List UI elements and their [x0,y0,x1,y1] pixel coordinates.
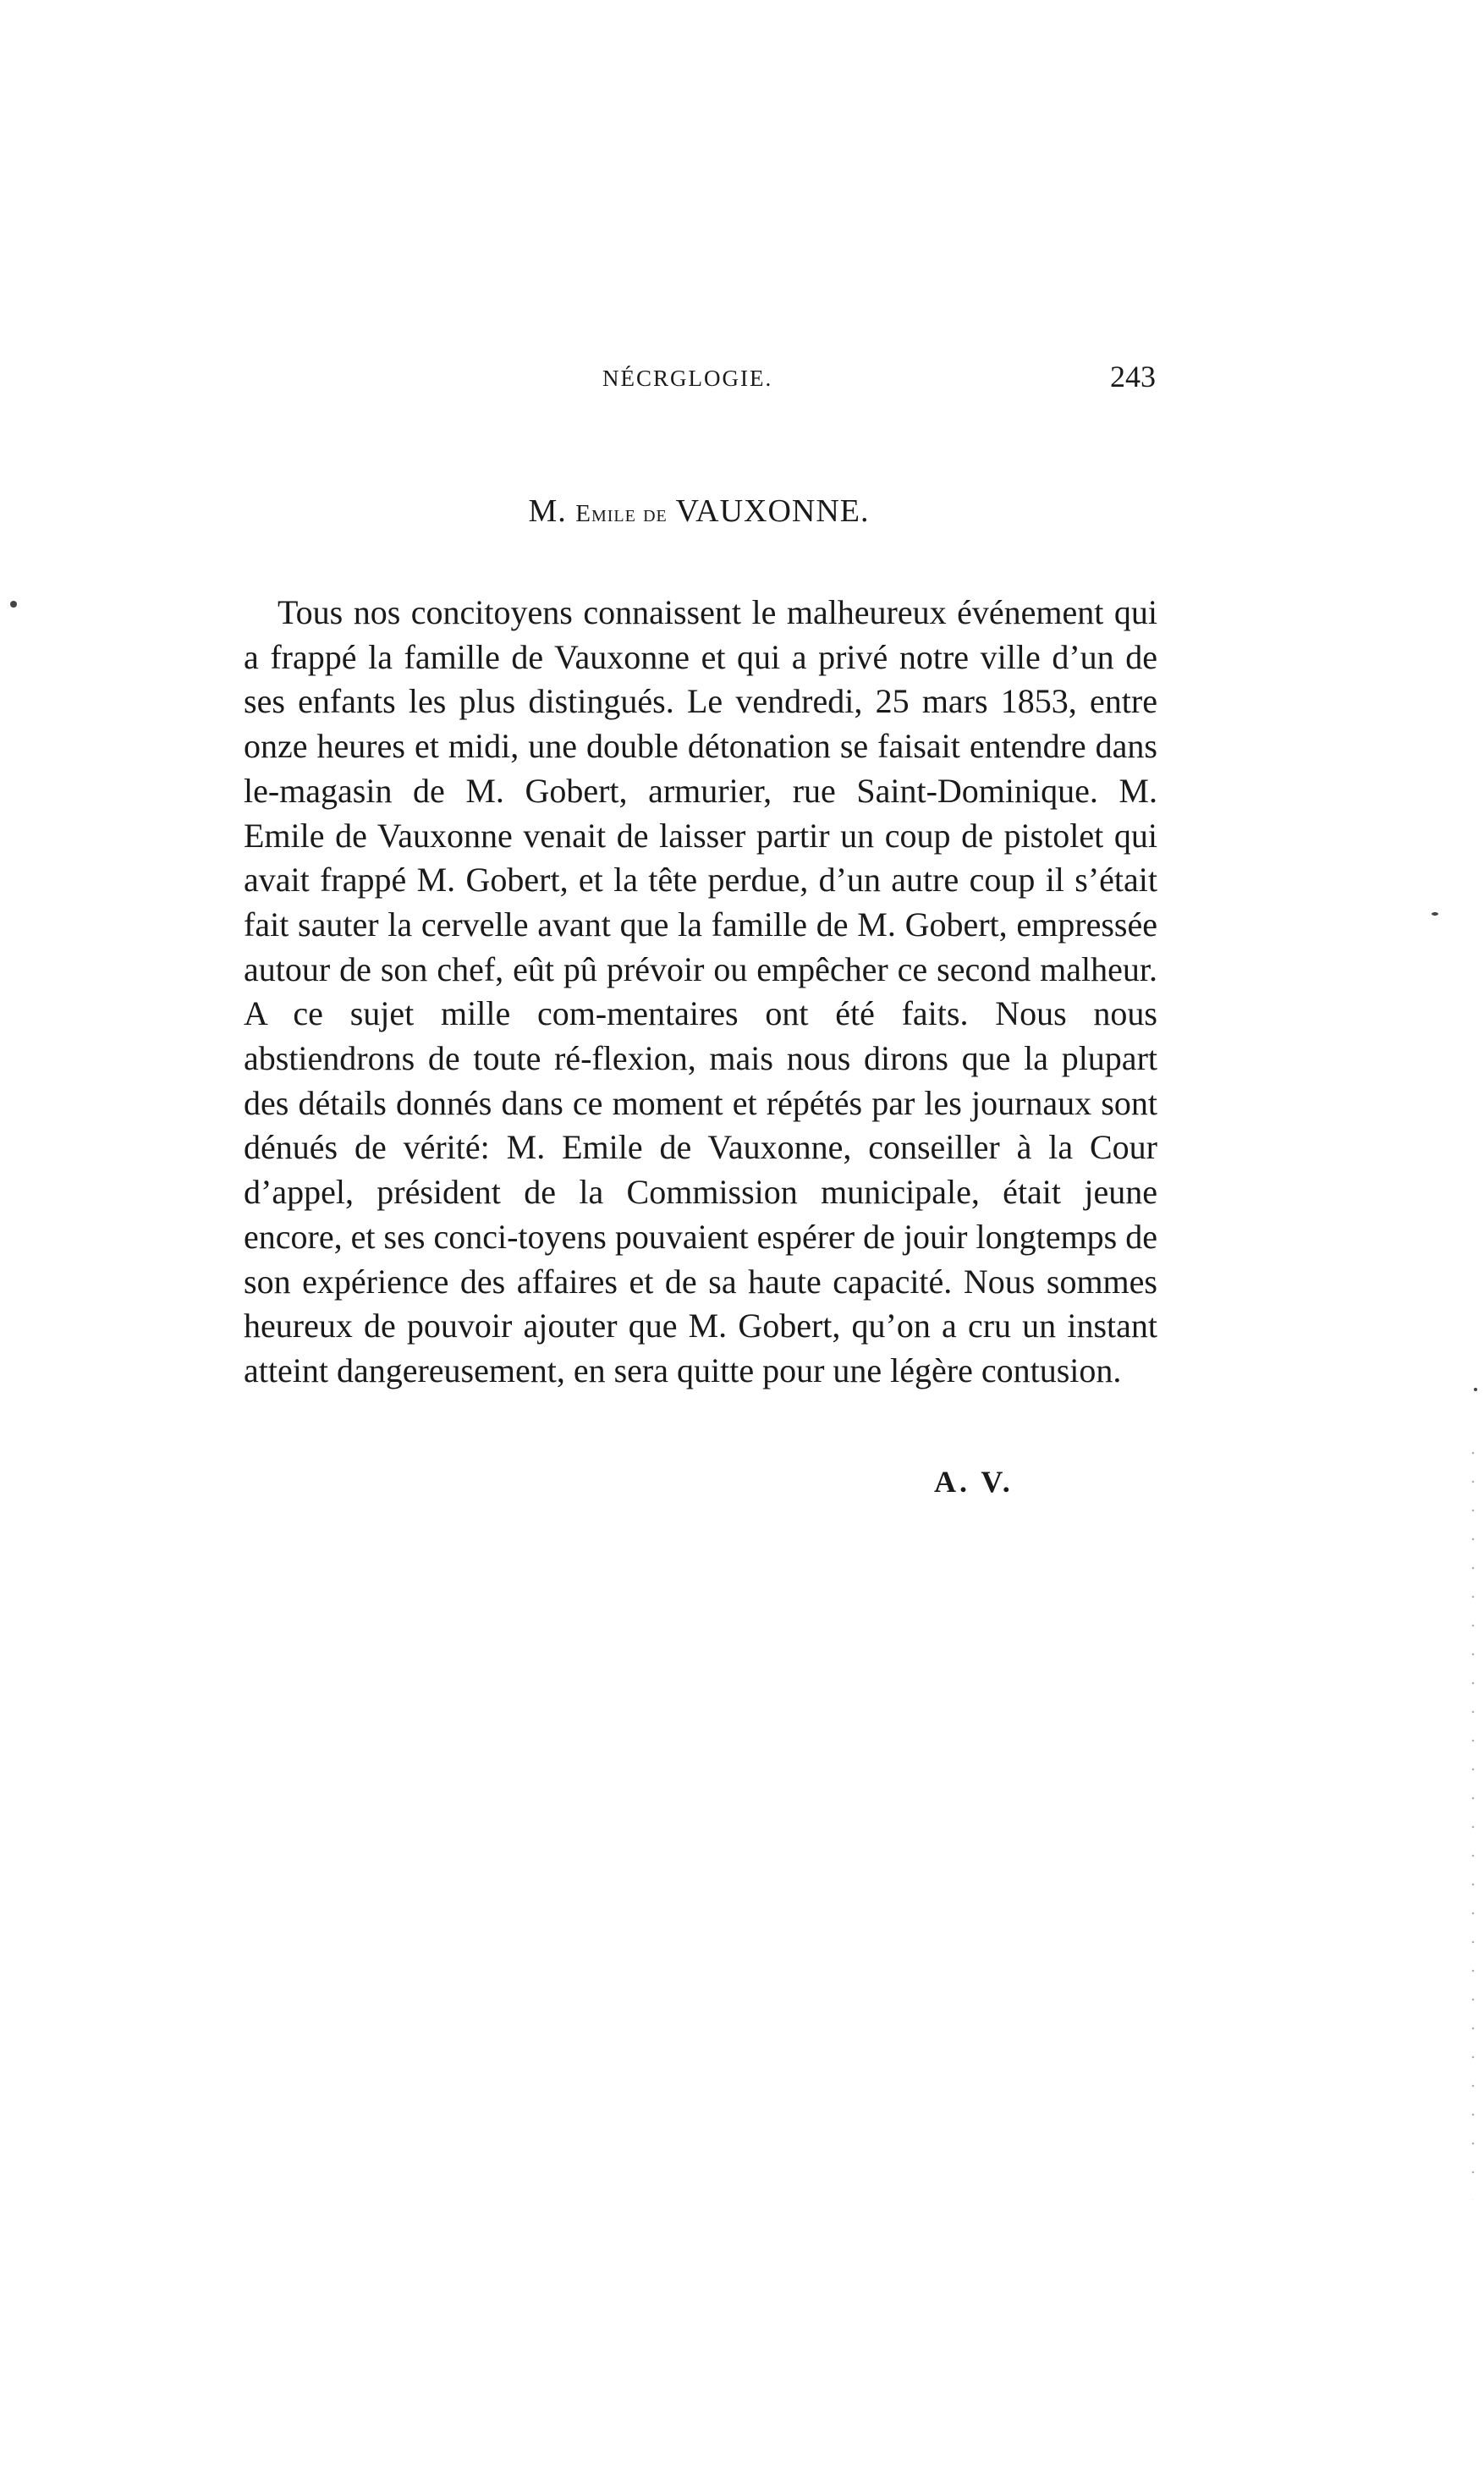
article-paragraph: Tous nos concitoyens connaissent le malheureux événement qui a frappé la famille de Vauxonne et qui a privé notre ville d’un de ses enfants les plus distingués. Le vendredi, 25 mars 1853, entre onze heures et midi, une double détonation se faisait entendre dans le-magasin de M. Gobert, armurier, rue Saint-Dominique. M. Emile de Vauxonne venait de laisser partir un coup de pistolet qui avait frappé M. Gobert, et la tête perdue, d’un autre coup il s’était fait sauter la cervelle avant que la famille de M. Gobert, empressée autour de son chef, eût pû prévoir ou empêcher ce second malheur. A ce sujet mille com-mentaires ont été faits. Nous nous abstiendrons de toute ré-flexion, mais nous dirons que la plupart des détails donnés dans ce moment et répétés par les journaux sont dénués de vérité: M. Emile de Vauxonne, conseiller à la Cour d’appel, président de la Commission municipale, était jeune encore, et ses conci-toyens pouvaient espérer de jouir longtemps de son expérience des affaires et de sa haute capacité. Nous sommes heureux de pouvoir ajouter que M. Gobert, qu’on a cru un instant atteint dangereusement, en sera quitte pour une légère contusion. [244,593,1157,1389]
article-title-suffix: VAUXONNE. [667,493,870,529]
article-signature: A. V. [934,1465,1014,1499]
running-head [242,355,1156,406]
margin-speck [1474,1388,1477,1391]
article-title-small-caps: Emile de [575,500,668,527]
article-body [244,591,1157,1394]
article-title-prefix: M. [528,493,576,529]
article-title [242,492,1156,530]
page-number: 243 [1110,360,1156,393]
margin-speck [10,601,17,608]
margin-speck [1432,912,1438,916]
scan-margin-dots [1469,1439,1477,2200]
running-head-title: NÉCRGLOGIE. [602,366,773,391]
